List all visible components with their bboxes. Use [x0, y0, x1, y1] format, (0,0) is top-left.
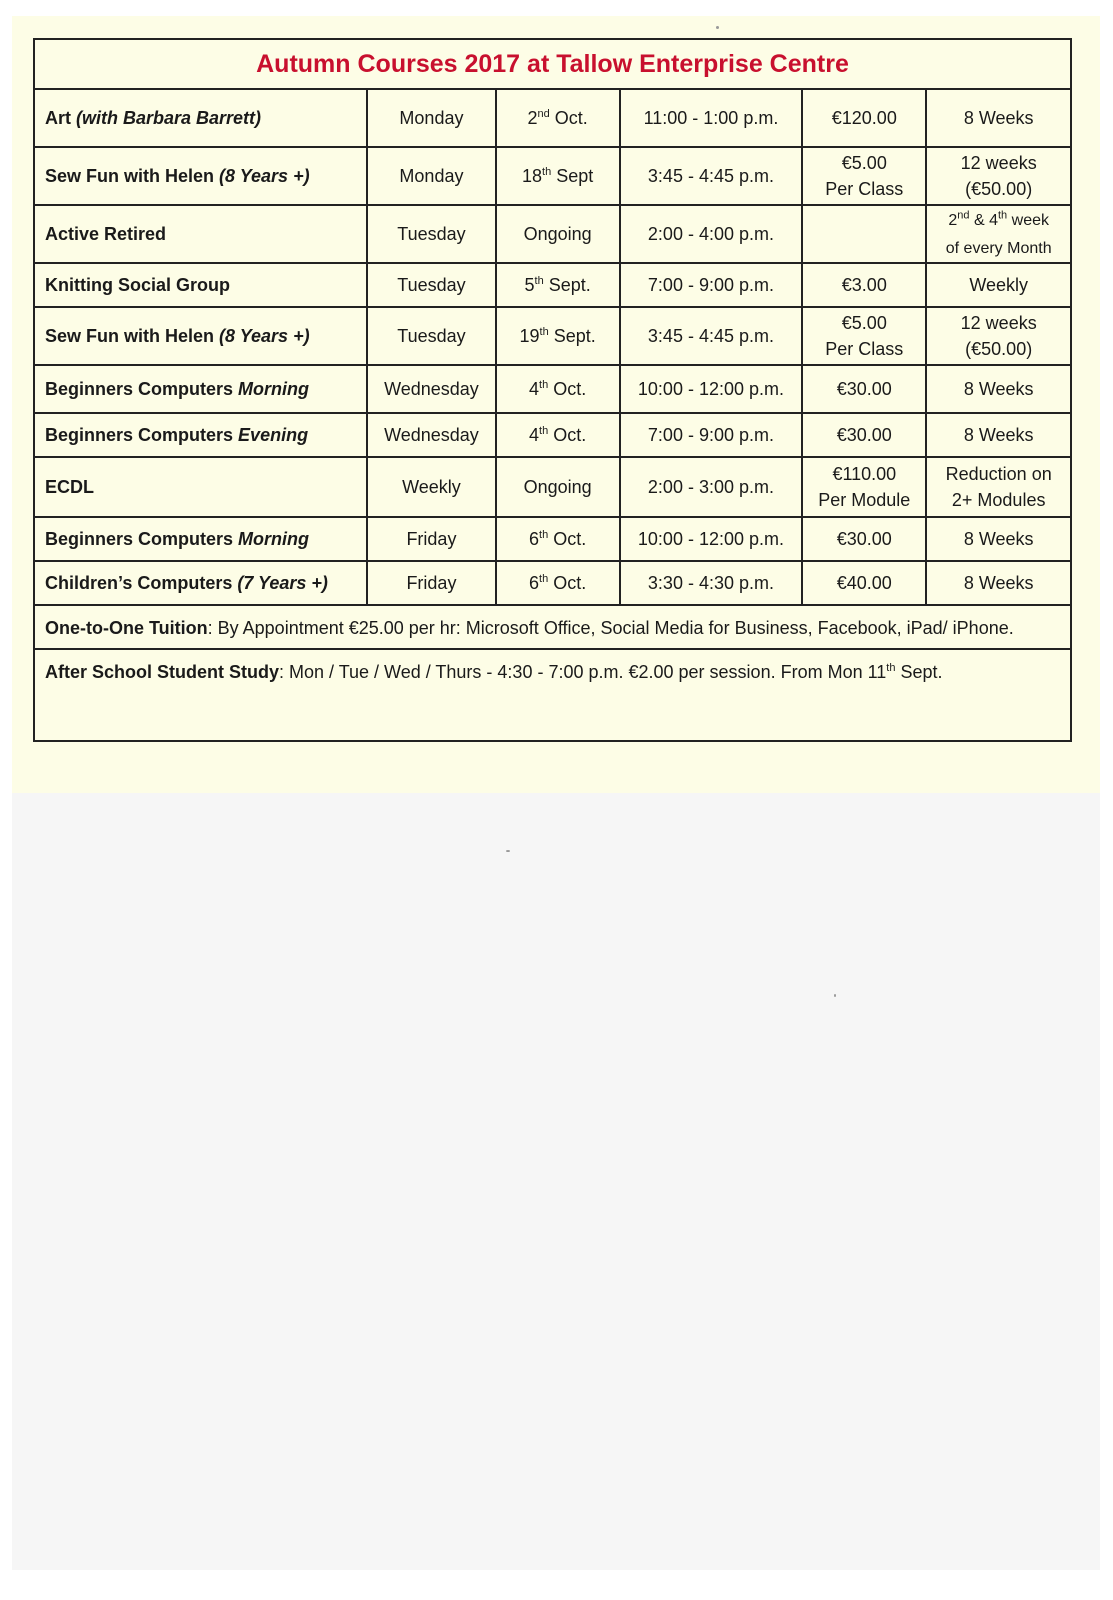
- course-day: Tuesday: [397, 275, 466, 295]
- study-text: : Mon / Tue / Wed / Thurs - 4:30 - 7:00 p.m. €2.00 per session. From Mon 11: [279, 662, 887, 682]
- start-cell: [496, 147, 620, 205]
- course-name: Children’s Computers: [45, 573, 238, 593]
- duration-cell: [926, 307, 1070, 365]
- start-cell: [496, 561, 620, 605]
- duration-line1: 8 Weeks: [963, 425, 1034, 445]
- time-cell: [620, 307, 803, 365]
- course-name: Art: [45, 108, 76, 128]
- duration-cell: [926, 457, 1070, 517]
- table-row: [35, 413, 1070, 457]
- table-row: [35, 517, 1070, 561]
- course-table: [35, 90, 1070, 606]
- price-cell: [802, 413, 926, 457]
- course-name-cell: [35, 413, 367, 457]
- duration-line1: 8 Weeks: [963, 529, 1034, 549]
- course-time: 2:00 - 4:00 p.m.: [647, 224, 774, 244]
- start-date-rest: Oct.: [548, 379, 587, 399]
- start-date: 4: [529, 379, 540, 399]
- day-cell: [367, 263, 495, 307]
- start-date-rest: Oct.: [548, 573, 587, 593]
- course-name: Knitting Social Group: [45, 275, 230, 295]
- start-date: 6: [529, 573, 540, 593]
- day-cell: [367, 307, 495, 365]
- week-ordinal: 4: [989, 212, 998, 229]
- course-day: Wednesday: [384, 379, 479, 399]
- duration-line1: Weekly: [969, 275, 1029, 295]
- price-cell: [802, 205, 926, 263]
- duration-cell: [926, 147, 1070, 205]
- start-date: 18: [521, 166, 543, 186]
- start-date: 5: [524, 275, 535, 295]
- time-cell: [620, 90, 803, 147]
- course-time: 11:00 - 1:00 p.m.: [643, 108, 779, 128]
- table-row: [35, 263, 1070, 307]
- course-name: ECDL: [45, 477, 94, 497]
- tuition-note: [35, 606, 1070, 650]
- course-time: 2:00 - 3:00 p.m.: [647, 477, 774, 497]
- week-word: week: [1007, 212, 1049, 229]
- course-time: 3:30 - 4:30 p.m.: [647, 573, 774, 593]
- duration-line1: 8 Weeks: [963, 573, 1034, 593]
- course-day: Wednesday: [384, 425, 479, 445]
- table-row: [35, 365, 1070, 413]
- duration-line1: 8 Weeks: [963, 108, 1034, 128]
- day-cell: [367, 457, 495, 517]
- course-time: 10:00 - 12:00 p.m.: [637, 529, 784, 549]
- price-line1: €5.00: [841, 313, 887, 333]
- tuition-label: One-to-One Tuition: [45, 618, 208, 638]
- week-amp: &: [969, 212, 990, 229]
- course-day: Monday: [399, 108, 464, 128]
- course-day: Weekly: [402, 477, 461, 497]
- duration-cell: [926, 517, 1070, 561]
- start-date-sup: th: [534, 275, 544, 287]
- course-name-note: (8 Years +): [219, 326, 310, 346]
- course-name-note: (7 Years +): [237, 573, 328, 593]
- price-line2: Per Class: [825, 339, 904, 359]
- course-name-note: Morning: [238, 529, 310, 549]
- study-tail: Sept.: [895, 662, 943, 682]
- course-name-cell: [35, 307, 367, 365]
- price-cell: [802, 457, 926, 517]
- time-cell: [620, 413, 803, 457]
- start-date: 6: [529, 529, 540, 549]
- week-ordinal-sup: nd: [957, 209, 970, 222]
- start-cell: [496, 365, 620, 413]
- tuition-text: : By Appointment €25.00 per hr: Microsoft Office, Social Media for Business, Facebook, iPad/ iPhone.: [207, 618, 1014, 638]
- course-name-cell: [35, 205, 367, 263]
- table-row: [35, 90, 1070, 147]
- study-label: After School Student Study: [45, 662, 279, 682]
- course-name: Sew Fun with Helen: [45, 166, 220, 186]
- price-line2: Per Module: [818, 490, 911, 510]
- start-cell: [496, 517, 620, 561]
- duration-line1: 8 Weeks: [963, 379, 1034, 399]
- blank-scan-area: [12, 793, 1100, 1570]
- start-date-rest: Sept.: [543, 275, 591, 295]
- price-cell: [802, 517, 926, 561]
- start-cell: [496, 90, 620, 147]
- study-sup: th: [886, 662, 896, 674]
- day-cell: [367, 561, 495, 605]
- price-line1: €30.00: [836, 379, 892, 399]
- course-name-note: Morning: [238, 379, 310, 399]
- day-cell: [367, 205, 495, 263]
- course-time: 7:00 - 9:00 p.m.: [647, 425, 774, 445]
- course-name: Beginners Computers: [45, 379, 239, 399]
- title-row: [35, 40, 1070, 90]
- time-cell: [620, 561, 803, 605]
- course-name: Sew Fun with Helen: [45, 326, 220, 346]
- duration-line2: (€50.00): [965, 339, 1033, 359]
- start-date: 19: [519, 326, 540, 346]
- time-cell: [620, 517, 803, 561]
- table-row: [35, 457, 1070, 517]
- start-cell: [496, 457, 620, 517]
- course-name-cell: [35, 365, 367, 413]
- start-date-rest: Sept: [551, 166, 594, 186]
- course-day: Monday: [399, 166, 464, 186]
- course-name-cell: [35, 457, 367, 517]
- price-line1: €40.00: [836, 573, 892, 593]
- day-cell: [367, 517, 495, 561]
- time-cell: [620, 205, 803, 263]
- course-day: Friday: [406, 529, 457, 549]
- page-title: Autumn Courses 2017 at Tallow Enterprise Centre: [256, 49, 849, 78]
- duration-cell: [926, 263, 1070, 307]
- day-cell: [367, 365, 495, 413]
- start-date-sup: th: [539, 573, 549, 585]
- table-row: [35, 205, 1070, 263]
- price-line1: €120.00: [831, 108, 897, 128]
- time-cell: [620, 147, 803, 205]
- course-schedule-card: [33, 38, 1072, 742]
- price-line1: €3.00: [841, 275, 887, 295]
- start-date-rest: Oct.: [549, 108, 588, 128]
- start-date: Ongoing: [523, 477, 592, 497]
- start-date-rest: Oct.: [548, 529, 587, 549]
- course-time: 3:45 - 4:45 p.m.: [647, 166, 774, 186]
- duration-line1: Reduction on: [945, 464, 1052, 484]
- start-date: 4: [529, 425, 540, 445]
- start-cell: [496, 205, 620, 263]
- day-cell: [367, 147, 495, 205]
- price-line1: €30.00: [836, 425, 892, 445]
- start-cell: [496, 263, 620, 307]
- scan-speck: [506, 850, 510, 852]
- duration-line1: 12 weeks: [960, 153, 1037, 173]
- start-date-rest: Oct.: [548, 425, 587, 445]
- course-name-note: (8 Years +): [219, 166, 310, 186]
- start-date-sup: th: [539, 379, 549, 391]
- duration-line2: (€50.00): [965, 179, 1033, 199]
- price-cell: [802, 561, 926, 605]
- course-day: Tuesday: [397, 224, 466, 244]
- course-name-cell: [35, 517, 367, 561]
- start-cell: [496, 307, 620, 365]
- start-date: Ongoing: [523, 224, 592, 244]
- start-date-sup: th: [539, 529, 549, 541]
- course-name: Beginners Computers: [45, 425, 239, 445]
- course-name: Active Retired: [45, 224, 167, 244]
- price-cell: [802, 365, 926, 413]
- duration-cell: [926, 205, 1070, 263]
- duration-cell: [926, 365, 1070, 413]
- price-line2: Per Class: [825, 179, 904, 199]
- start-date-sup: th: [539, 425, 549, 437]
- start-cell: [496, 413, 620, 457]
- course-name-cell: [35, 90, 367, 147]
- course-name-cell: [35, 561, 367, 605]
- course-time: 3:45 - 4:45 p.m.: [647, 326, 774, 346]
- time-cell: [620, 457, 803, 517]
- week-ordinal-sup: th: [998, 209, 1008, 222]
- start-date-rest: Sept.: [548, 326, 596, 346]
- price-cell: [802, 263, 926, 307]
- price-line1: €5.00: [841, 153, 887, 173]
- course-time: 10:00 - 12:00 p.m.: [637, 379, 784, 399]
- course-time: 7:00 - 9:00 p.m.: [647, 275, 774, 295]
- scan-speck: [834, 994, 836, 997]
- table-row: [35, 147, 1070, 205]
- start-date-sup: th: [542, 166, 552, 178]
- course-day: Tuesday: [397, 326, 466, 346]
- course-name-cell: [35, 263, 367, 307]
- scan-speck: [716, 26, 719, 29]
- week-ordinal: 2: [948, 212, 958, 229]
- start-date: 2: [527, 108, 538, 128]
- time-cell: [620, 263, 803, 307]
- course-name: Beginners Computers: [45, 529, 239, 549]
- start-date-sup: nd: [537, 108, 550, 120]
- table-row: [35, 561, 1070, 605]
- time-cell: [620, 365, 803, 413]
- duration-cell: [926, 561, 1070, 605]
- study-note: [35, 650, 1070, 706]
- price-cell: [802, 307, 926, 365]
- price-line1: €30.00: [836, 529, 892, 549]
- course-day: Friday: [406, 573, 457, 593]
- day-cell: [367, 413, 495, 457]
- course-name-note: Evening: [238, 425, 309, 445]
- duration-cell: [926, 90, 1070, 147]
- course-name-note: (with Barbara Barrett): [76, 108, 262, 128]
- price-line1: €110.00: [832, 464, 897, 484]
- duration-line2: 2+ Modules: [951, 490, 1046, 510]
- duration-line1: 12 weeks: [960, 313, 1037, 333]
- price-cell: [802, 90, 926, 147]
- duration-cell: [926, 413, 1070, 457]
- table-row: [35, 307, 1070, 365]
- price-cell: [802, 147, 926, 205]
- start-date-sup: th: [539, 326, 549, 338]
- day-cell: [367, 90, 495, 147]
- course-name-cell: [35, 147, 367, 205]
- duration-line2: of every Month: [945, 240, 1052, 257]
